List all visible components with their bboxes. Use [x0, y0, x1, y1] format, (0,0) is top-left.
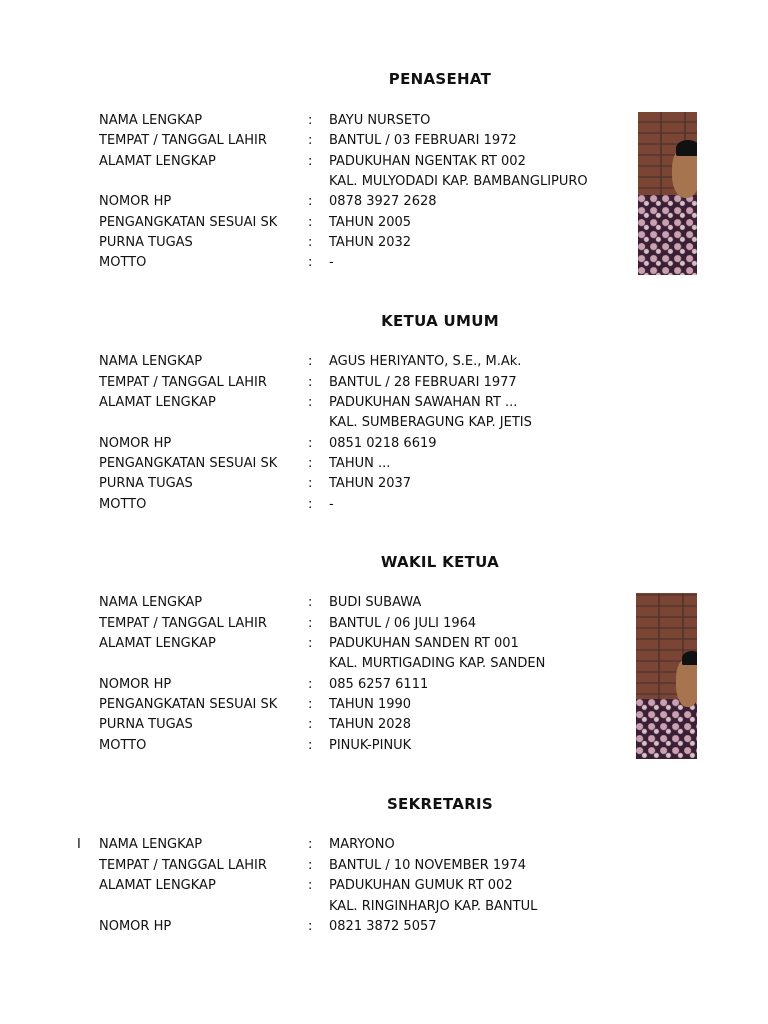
field-label: NOMOR HP [99, 194, 172, 209]
field-value: TAHUN ... [329, 456, 391, 471]
field-separator: : [308, 697, 313, 712]
field-label: ALAMAT LENGKAP [99, 878, 216, 893]
field-separator: : [308, 497, 313, 512]
field-separator: : [308, 194, 313, 209]
field-motto [0, 736, 640, 756]
field-separator: : [308, 235, 313, 250]
field-tempat-tanggal-lahir [0, 131, 640, 151]
field-separator: : [308, 919, 313, 934]
field-separator: : [308, 354, 313, 369]
field-separator: : [308, 595, 313, 610]
field-label: MOTTO [99, 255, 147, 270]
field-purna-tugas [0, 233, 640, 253]
field-label: NOMOR HP [99, 919, 172, 934]
field-nomor-hp [0, 675, 640, 695]
field-value: TAHUN 2028 [329, 717, 412, 732]
field-value: 0851 0218 6619 [329, 436, 437, 451]
field-value: PADUKUHAN SAWAHAN RT ... [329, 395, 518, 410]
field-value: KAL. SUMBERAGUNG KAP. JETIS [329, 415, 532, 430]
field-nama-lengkap [0, 111, 640, 131]
field-value: BANTUL / 03 FEBRUARI 1972 [329, 133, 517, 148]
field-separator: : [308, 113, 313, 128]
section-title-sekretaris: SEKRETARIS [386, 795, 494, 813]
field-value: PADUKUHAN GUMUK RT 002 [329, 878, 513, 893]
field-alamat-lengkap [0, 152, 640, 172]
field-pengangkatan-sk [0, 454, 640, 474]
field-label: TEMPAT / TANGGAL LAHIR [99, 616, 267, 631]
field-motto [0, 495, 640, 515]
field-nomor-hp [0, 434, 640, 454]
field-alamat-lengkap-line2 [0, 413, 640, 433]
field-label: PENGANGKATAN SESUAI SK [99, 456, 278, 471]
field-alamat-lengkap [0, 876, 640, 896]
field-label: PENGANGKATAN SESUAI SK [99, 697, 278, 712]
field-label: TEMPAT / TANGGAL LAHIR [99, 858, 267, 873]
field-separator: : [308, 436, 313, 451]
field-separator: : [308, 456, 313, 471]
field-separator: : [308, 215, 313, 230]
field-alamat-lengkap [0, 393, 640, 413]
field-nomor-hp [0, 917, 640, 937]
field-value: 0878 3927 2628 [329, 194, 437, 209]
field-value: TAHUN 2005 [329, 215, 412, 230]
field-value: TAHUN 2032 [329, 235, 412, 250]
field-purna-tugas [0, 474, 640, 494]
field-alamat-lengkap-line2 [0, 172, 640, 192]
field-separator: : [308, 738, 313, 753]
field-label: MOTTO [99, 738, 147, 753]
field-label: PURNA TUGAS [99, 476, 193, 491]
field-value: KAL. RINGINHARJO KAP. BANTUL [329, 899, 538, 914]
field-alamat-lengkap [0, 634, 640, 654]
field-nama-lengkap [0, 835, 640, 855]
field-label: MOTTO [99, 497, 147, 512]
field-value: PADUKUHAN NGENTAK RT 002 [329, 154, 526, 169]
field-nama-lengkap [0, 593, 640, 613]
field-pengangkatan-sk [0, 213, 640, 233]
field-purna-tugas [0, 715, 640, 735]
field-value: KAL. MULYODADI KAP. BAMBANGLIPURO [329, 174, 588, 189]
field-tempat-tanggal-lahir [0, 614, 640, 634]
field-label: NOMOR HP [99, 677, 172, 692]
section-title-wakil-ketua: WAKIL KETUA [380, 553, 500, 571]
field-separator: : [308, 636, 313, 651]
field-alamat-lengkap-line2 [0, 897, 640, 917]
field-label: ALAMAT LENGKAP [99, 636, 216, 651]
field-separator: : [308, 375, 313, 390]
field-separator: : [308, 858, 313, 873]
field-label: TEMPAT / TANGGAL LAHIR [99, 133, 267, 148]
field-separator: : [308, 837, 313, 852]
field-label: TEMPAT / TANGGAL LAHIR [99, 375, 267, 390]
field-label: NAMA LENGKAP [99, 595, 203, 610]
field-label: ALAMAT LENGKAP [99, 395, 216, 410]
field-separator: : [308, 154, 313, 169]
field-value: TAHUN 1990 [329, 697, 412, 712]
photo-wakil-ketua [636, 593, 697, 759]
field-separator: : [308, 717, 313, 732]
field-label: NOMOR HP [99, 436, 172, 451]
field-pengangkatan-sk [0, 695, 640, 715]
field-value: BANTUL / 06 JULI 1964 [329, 616, 477, 631]
field-motto [0, 253, 640, 273]
field-value: TAHUN 2037 [329, 476, 412, 491]
field-tempat-tanggal-lahir [0, 856, 640, 876]
field-separator: : [308, 677, 313, 692]
field-value: AGUS HERIYANTO, S.E., M.Ak. [329, 354, 522, 369]
field-value: BAYU NURSETO [329, 113, 431, 128]
field-label: NAMA LENGKAP [99, 113, 203, 128]
field-label: PURNA TUGAS [99, 235, 193, 250]
field-alamat-lengkap-line2 [0, 654, 640, 674]
field-value: - [329, 255, 334, 270]
field-tempat-tanggal-lahir [0, 373, 640, 393]
field-separator: : [308, 133, 313, 148]
stray-marker: I [77, 837, 81, 852]
field-value: 085 6257 6111 [329, 677, 429, 692]
section-title-ketua-umum: KETUA UMUM [381, 312, 499, 330]
field-label: ALAMAT LENGKAP [99, 154, 216, 169]
field-separator: : [308, 476, 313, 491]
field-label: NAMA LENGKAP [99, 354, 203, 369]
field-label: NAMA LENGKAP [99, 837, 203, 852]
field-value: BANTUL / 28 FEBRUARI 1977 [329, 375, 517, 390]
field-value: 0821 3872 5057 [329, 919, 437, 934]
field-value: KAL. MURTIGADING KAP. SANDEN [329, 656, 546, 671]
field-separator: : [308, 395, 313, 410]
field-value: PINUK-PINUK [329, 738, 412, 753]
field-separator: : [308, 616, 313, 631]
field-value: BANTUL / 10 NOVEMBER 1974 [329, 858, 526, 873]
field-nama-lengkap [0, 352, 640, 372]
photo-penasehat [638, 112, 697, 275]
field-value: BUDI SUBAWA [329, 595, 422, 610]
field-value: PADUKUHAN SANDEN RT 001 [329, 636, 519, 651]
field-separator: : [308, 255, 313, 270]
field-label: PURNA TUGAS [99, 717, 193, 732]
field-separator: : [308, 878, 313, 893]
section-title-penasehat: PENASEHAT [388, 70, 492, 88]
field-value: MARYONO [329, 837, 395, 852]
field-label: PENGANGKATAN SESUAI SK [99, 215, 278, 230]
field-nomor-hp [0, 192, 640, 212]
field-value: - [329, 497, 334, 512]
